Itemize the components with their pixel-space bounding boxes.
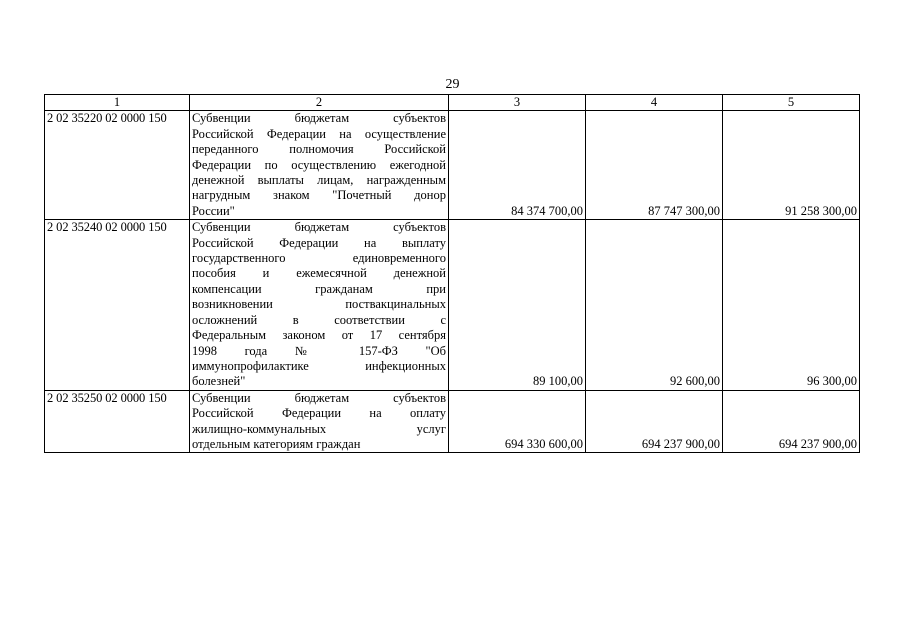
description-line: России" (192, 203, 235, 218)
amount-col5-cell: 91 258 300,00 (723, 111, 860, 220)
description-line: болезней" (192, 374, 246, 389)
description-line: государственного единовременного (192, 251, 446, 266)
description-line: Федеральным законом от 17 сентября (192, 328, 446, 343)
column-header-4: 4 (586, 95, 723, 111)
description-line: возникновении поствакцинальных (192, 297, 446, 312)
description-line: нагрудным знаком "Почетный донор (192, 188, 446, 203)
budget-revenue-table (44, 94, 860, 453)
description-cell (190, 390, 449, 453)
amount-col4-cell: 694 237 900,00 (586, 390, 723, 453)
amount-col5-cell: 694 237 900,00 (723, 390, 860, 453)
amount-col4-cell: 87 747 300,00 (586, 111, 723, 220)
description-line: Российской Федерации на выплату (192, 235, 446, 250)
table-row (45, 220, 860, 390)
description-line: переданного полномочия Российской (192, 142, 446, 157)
amount-col3-cell: 89 100,00 (449, 220, 586, 390)
description-line: отдельным категориям граждан (192, 436, 361, 451)
column-header-5: 5 (723, 95, 860, 111)
description-line: Субвенции бюджетам субъектов (192, 111, 446, 126)
amount-col3-cell: 694 330 600,00 (449, 390, 586, 453)
description-line: иммунопрофилактике инфекционных (192, 358, 446, 373)
description-cell (190, 111, 449, 220)
description-line: осложнений в соответствии с (192, 312, 446, 327)
description-line: Российской Федерации на оплату (192, 406, 446, 421)
description-line: Федерации по осуществлению ежегодной (192, 157, 446, 172)
description-line: 1998 года № 157-ФЗ "Об (192, 343, 446, 358)
budget-code-cell: 2 02 35240 02 0000 150 (45, 220, 190, 390)
budget-code-cell: 2 02 35220 02 0000 150 (45, 111, 190, 220)
description-line: Российской Федерации на осуществление (192, 126, 446, 141)
description-line: Субвенции бюджетам субъектов (192, 390, 446, 405)
amount-col4-cell: 92 600,00 (586, 220, 723, 390)
description-line: денежной выплаты лицам, награжденным (192, 173, 446, 188)
description-line: жилищно-коммунальных услуг (192, 421, 446, 436)
description-line: пособия и ежемесячной денежной (192, 266, 446, 281)
amount-col3-cell: 84 374 700,00 (449, 111, 586, 220)
table-header-row (45, 95, 860, 111)
table-row (45, 390, 860, 453)
page-number: 29 (445, 77, 460, 92)
column-header-2: 2 (190, 95, 449, 111)
description-line: компенсации гражданам при (192, 281, 446, 296)
description-line: Субвенции бюджетам субъектов (192, 220, 446, 235)
budget-code-cell: 2 02 35250 02 0000 150 (45, 390, 190, 453)
column-header-3: 3 (449, 95, 586, 111)
description-cell (190, 220, 449, 390)
column-header-1: 1 (45, 95, 190, 111)
amount-col5-cell: 96 300,00 (723, 220, 860, 390)
table-row (45, 111, 860, 220)
